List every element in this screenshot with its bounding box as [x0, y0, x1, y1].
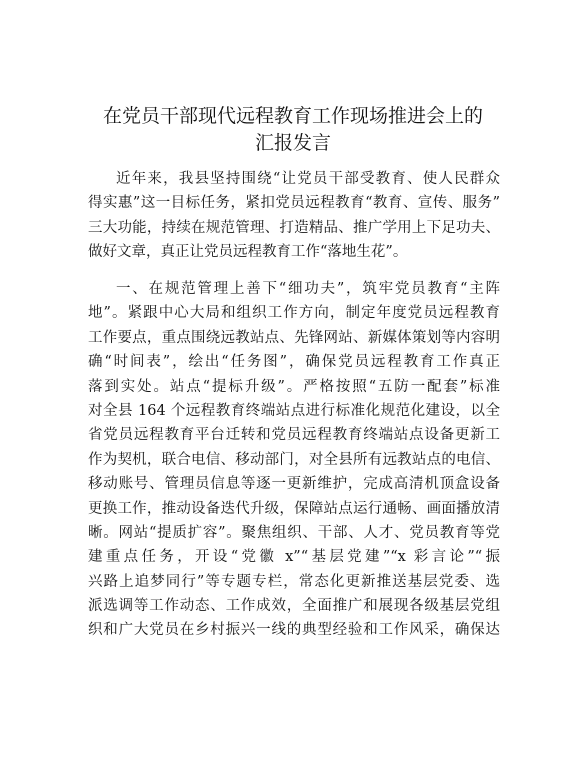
paragraph-line: 确“时间表”，绘出“任务图”，确保党员远程教育工作真正: [88, 354, 500, 371]
paragraph-line: 地”。紧跟中心大局和组织工作方向，制定年度党员远程教育: [88, 305, 500, 322]
document-title-line-2: 汇报发言: [254, 132, 331, 154]
paragraph-intro: [88, 167, 500, 265]
paragraph-section-1: [88, 277, 500, 643]
paragraph-line: 建重点任务，开设“党徽 x”“基层党建”“x 彩言论”“振: [88, 549, 500, 566]
document-title-line-1: 在党员干部现代远程教育工作现场推进会上的: [102, 105, 483, 127]
paragraph-line: 兴路上追梦同行”等专题专栏，常态化更新推送基层党委、选: [88, 573, 500, 590]
paragraph-line: 得实惠”这一目标任务，紧扣党员远程教育“教育、宣传、服务”: [88, 195, 500, 212]
paragraph-line: 一、在规范管理上善下“细功夫”，筑牢党员教育“主阵: [116, 281, 500, 297]
paragraph-line: 落到实处。站点“提标升级”。严格按照“五防一配套”标准: [88, 378, 500, 395]
paragraph-line: 晰。网站“提质扩容”。聚焦组织、干部、人才、党员教育等党: [88, 524, 500, 541]
paragraph-line: 更换工作，推动设备迭代升级，保障站点运行通畅、画面播放清: [88, 500, 500, 517]
paragraph-line: 作为契机，联合电信、移动部门，对全县所有远教站点的电信、: [88, 451, 500, 468]
paragraph-line: 对全县 164 个远程教育终端站点进行标准化规范化建设，以全: [88, 402, 500, 419]
paragraph-line: 三大功能，持续在规范管理、打造精品、推广学用上下足功夫、: [88, 219, 500, 236]
paragraph-line: 移动账号、管理员信息等逐一更新维护，完成高清机顶盒设备: [88, 476, 500, 493]
paragraph-line: 织和广大党员在乡村振兴一线的典型经验和工作风采，确保达: [88, 622, 500, 639]
paragraph-line: 工作要点，重点围绕远教站点、先锋网站、新媒体策划等内容明: [88, 329, 500, 346]
paragraph-line: 做好文章，真正让党员远程教育工作“落地生花”。: [88, 244, 408, 261]
paragraph-line: 近年来，我县坚持围绕“让党员干部受教育、使人民群众: [116, 171, 500, 187]
paragraph-line: 派选调等工作动态、工作成效，全面推广和展现各级基层党组: [88, 598, 500, 615]
paragraph-line: 省党员远程教育平台迁转和党员远程教育终端站点设备更新工: [88, 427, 500, 444]
